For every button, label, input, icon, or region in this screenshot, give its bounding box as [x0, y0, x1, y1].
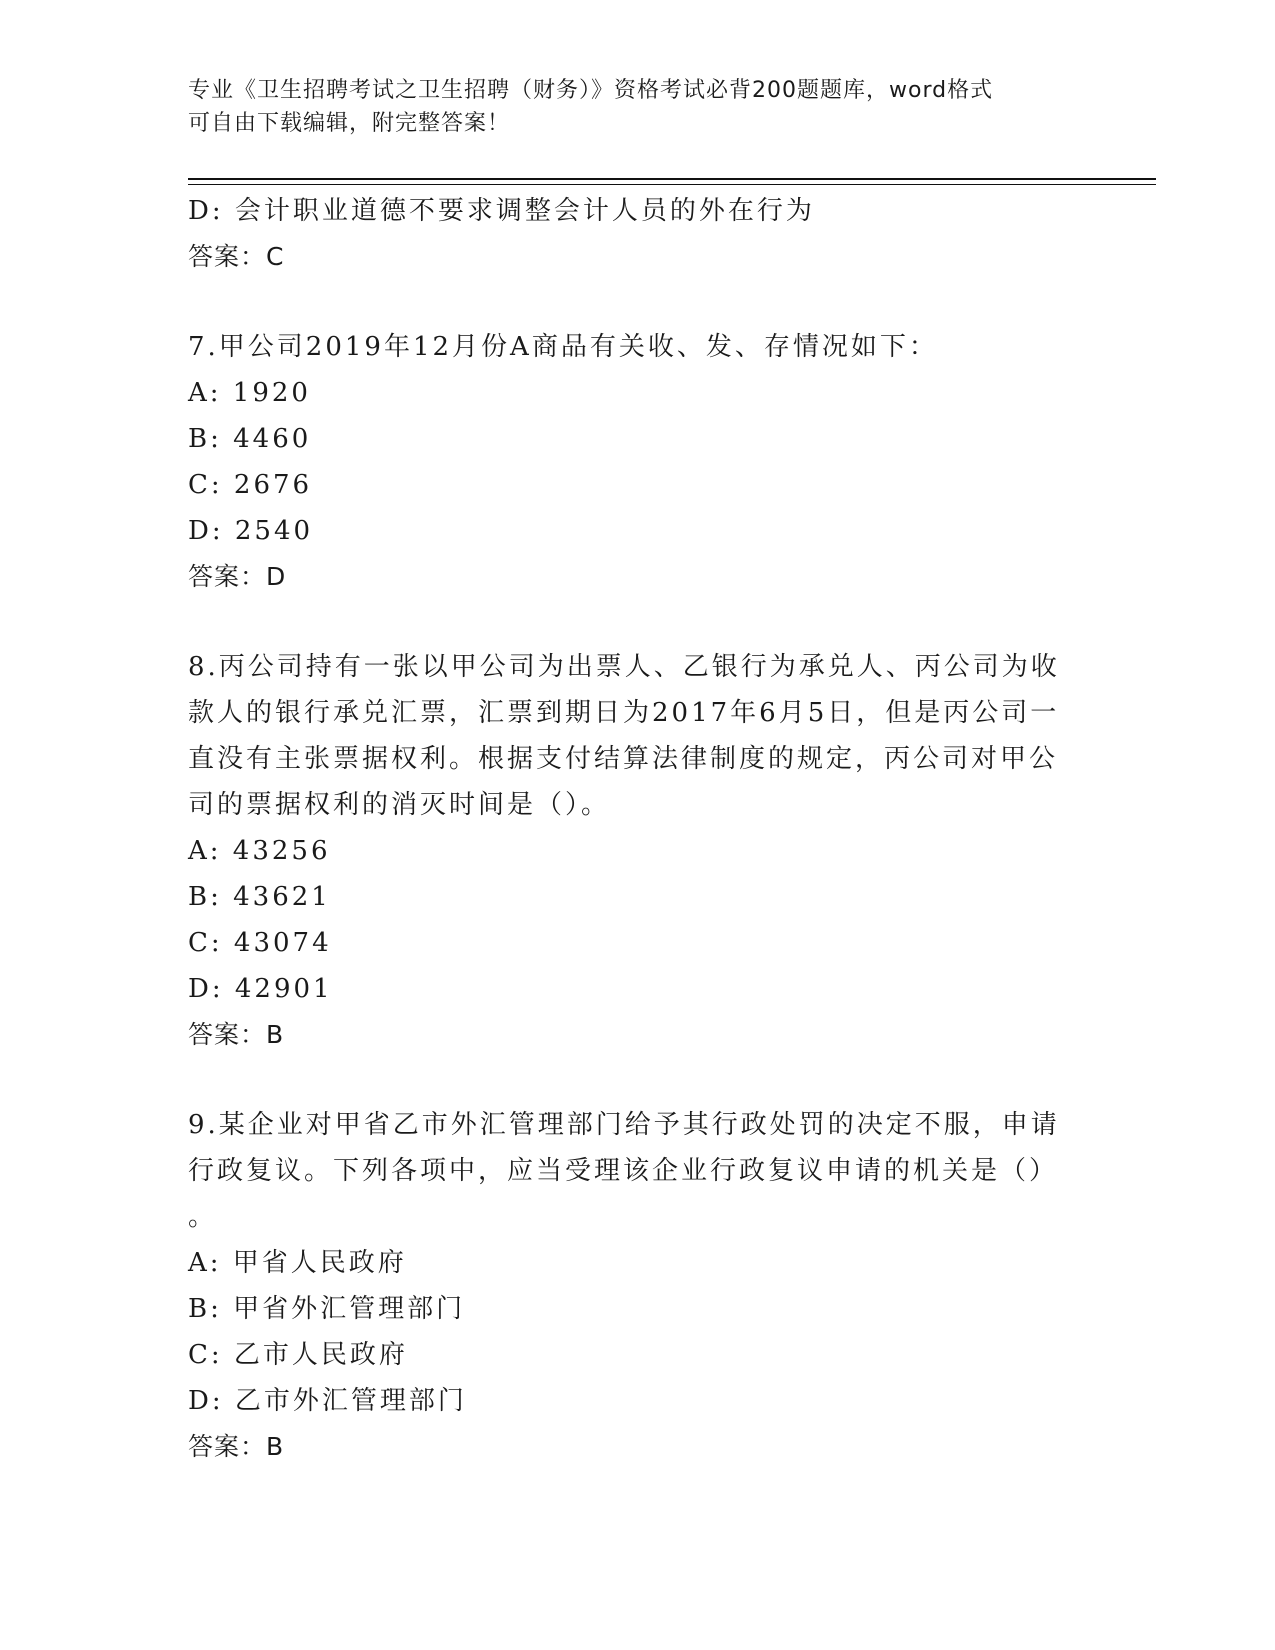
header-divider-thick: [188, 178, 1156, 180]
header-line-2: 可自由下载编辑，附完整答案！: [188, 111, 511, 136]
answer-line: 答案：B: [188, 1432, 285, 1461]
answer-line: 答案：B: [188, 1020, 285, 1049]
option-d: D: 2540: [188, 516, 314, 546]
question-7: [188, 324, 1088, 600]
option-b: B: 甲省外汇管理部门: [188, 1294, 466, 1324]
spacer: [188, 280, 1088, 324]
spacer: [188, 1058, 1088, 1102]
option-a: A: 1920: [188, 378, 311, 408]
option-a: A: 甲省人民政府: [188, 1248, 407, 1278]
question-line-4: 司的票据权利的消灭时间是（）。: [188, 790, 611, 820]
option-c: C: 2676: [188, 470, 313, 500]
option-c: C: 43074: [188, 928, 332, 958]
document-header: [188, 74, 1068, 140]
question-line-1: 9.某企业对甲省乙市外汇管理部门给予其行政处罚的决定不服，申请: [188, 1110, 1060, 1140]
header-divider-thin: [188, 184, 1156, 185]
question-text: [188, 1102, 1088, 1240]
option-c: C: 乙市人民政府: [188, 1340, 408, 1370]
option-b: B: 4460: [188, 424, 312, 454]
option-d: D: 乙市外汇管理部门: [188, 1386, 467, 1416]
question-line-3: 。: [188, 1202, 218, 1232]
answer-line: 答案：D: [188, 562, 287, 591]
question-line-3: 直没有主张票据权利。根据支付结算法律制度的规定，丙公司对甲公: [188, 744, 1059, 774]
spacer: [188, 600, 1088, 644]
question-line-1: 8.丙公司持有一张以甲公司为出票人、乙银行为承兑人、丙公司为收: [188, 652, 1060, 682]
option-b: B: 43621: [188, 882, 331, 912]
question-9: [188, 1102, 1088, 1470]
question-line-2: 款人的银行承兑汇票，汇票到期日为2017年6月5日，但是丙公司一: [188, 698, 1060, 728]
answer-line: 答案：C: [188, 242, 285, 271]
previous-question-tail: [188, 188, 1088, 280]
option-d: D: 42901: [188, 974, 333, 1004]
document-body: [188, 188, 1088, 1470]
option-d: D: 会计职业道德不要求调整会计人员的外在行为: [188, 196, 815, 226]
header-line-1: 专业《卫生招聘考试之卫生招聘（财务）》资格考试必背200题题库，word格式: [188, 78, 994, 103]
question-8: [188, 644, 1088, 1058]
option-a: A: 43256: [188, 836, 331, 866]
question-text: [188, 644, 1088, 828]
question-text: 7.甲公司2019年12月份A商品有关收、发、存情况如下：: [188, 332, 938, 362]
question-line-2: 行政复议。下列各项中，应当受理该企业行政复议申请的机关是（）: [188, 1156, 1059, 1186]
